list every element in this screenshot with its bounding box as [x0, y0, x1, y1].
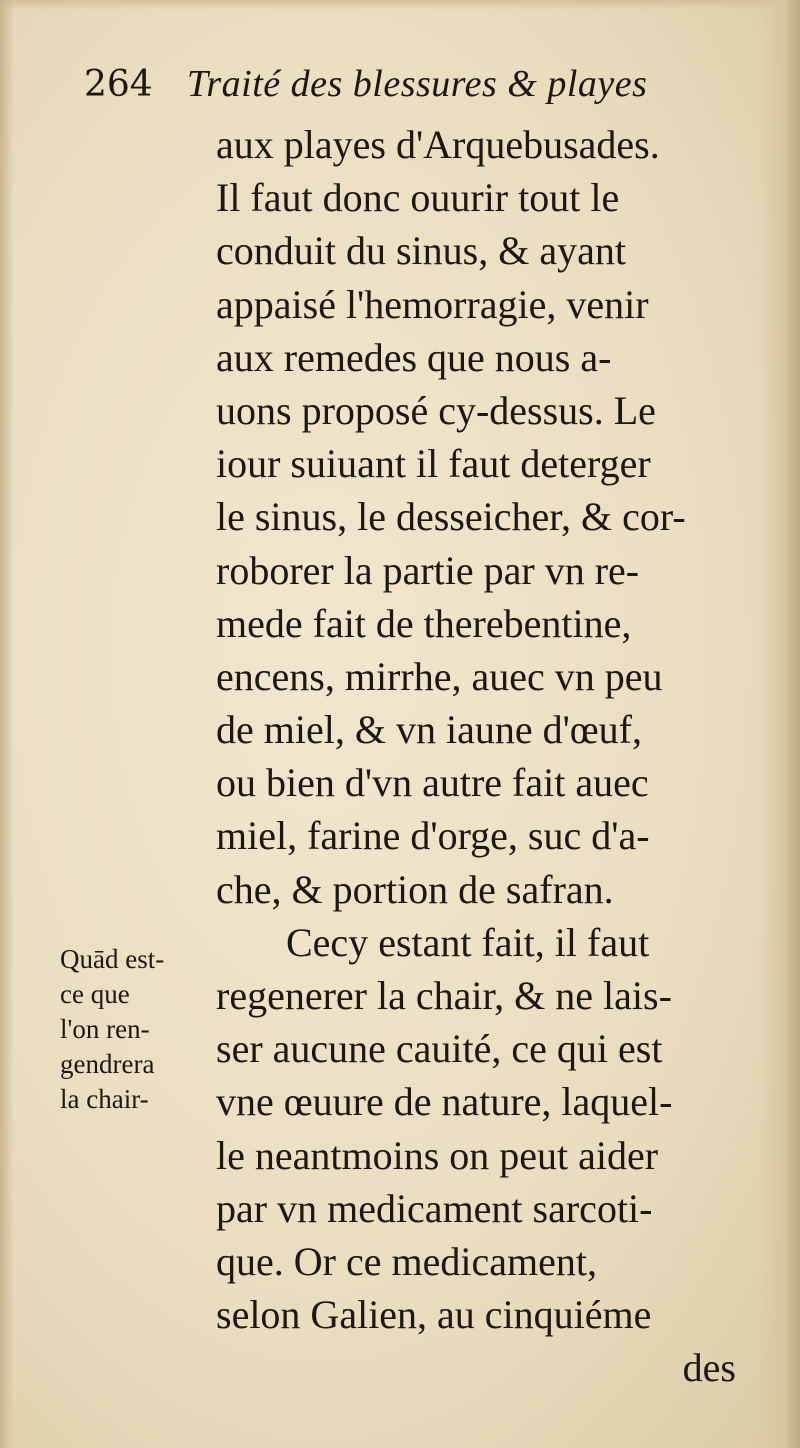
margin-note-line: gendrera: [60, 1049, 155, 1079]
text-line: regenerer la chair, & ne lais-: [216, 973, 672, 1018]
text-line: iour suiuant il faut deterger: [216, 441, 651, 487]
page-number: 264: [84, 64, 153, 105]
text-line: de miel, & vn iaune d'œuf,: [216, 707, 642, 753]
text-line: conduit du sinus, & ayant: [216, 228, 626, 274]
text-line: Il faut donc ouurir tout le: [216, 175, 620, 221]
text-line: le neantmoins on peut aider: [216, 1132, 659, 1178]
margin-note-line: ce que: [60, 979, 130, 1009]
paragraph-start-line: Cecy estant fait, il faut: [286, 919, 650, 965]
text-line: que. Or ce medicament,: [216, 1238, 597, 1284]
margin-note-line: la chair-: [60, 1084, 149, 1114]
text-line: selon Galien, au cinquiéme: [216, 1292, 652, 1338]
page-edge-left: [0, 0, 14, 1448]
body-text: [216, 118, 772, 1395]
text-line: miel, farine d'orge, suc d'a-: [216, 813, 650, 859]
running-title: Traité des blessures & playes: [186, 63, 648, 105]
text-line: par vn medicament sarcoti-: [216, 1185, 653, 1231]
text-line: aux remedes que nous a-: [216, 334, 612, 380]
text-line: uons proposé cy-dessus. Le: [216, 387, 656, 433]
margin-note-line: Quād est-: [60, 944, 165, 974]
page-header: [84, 64, 647, 103]
text-line: vne œuure de nature, laquel-: [216, 1079, 673, 1125]
page-edge-top: [0, 0, 800, 10]
text-line: aux playes d'Arquebusades.: [216, 122, 660, 167]
text-line: encens, mirrhe, auec vn peu: [216, 653, 663, 699]
text-line: ou bien d'vn autre fait auec: [216, 760, 649, 806]
margin-note-line: l'on ren-: [60, 1014, 150, 1044]
catchword: des: [682, 1345, 736, 1391]
text-line: ser aucune cauité, ce qui est: [216, 1026, 663, 1072]
text-line: mede fait de therebentine,: [216, 600, 632, 646]
text-line: appaisé l'hemorragie, venir: [216, 281, 649, 327]
margin-note: [60, 942, 210, 1117]
text-line: che, & portion de safran.: [216, 866, 614, 912]
text-line: roborer la partie par vn re-: [216, 547, 640, 593]
text-line: le sinus, le desseicher, & cor-: [216, 494, 686, 540]
